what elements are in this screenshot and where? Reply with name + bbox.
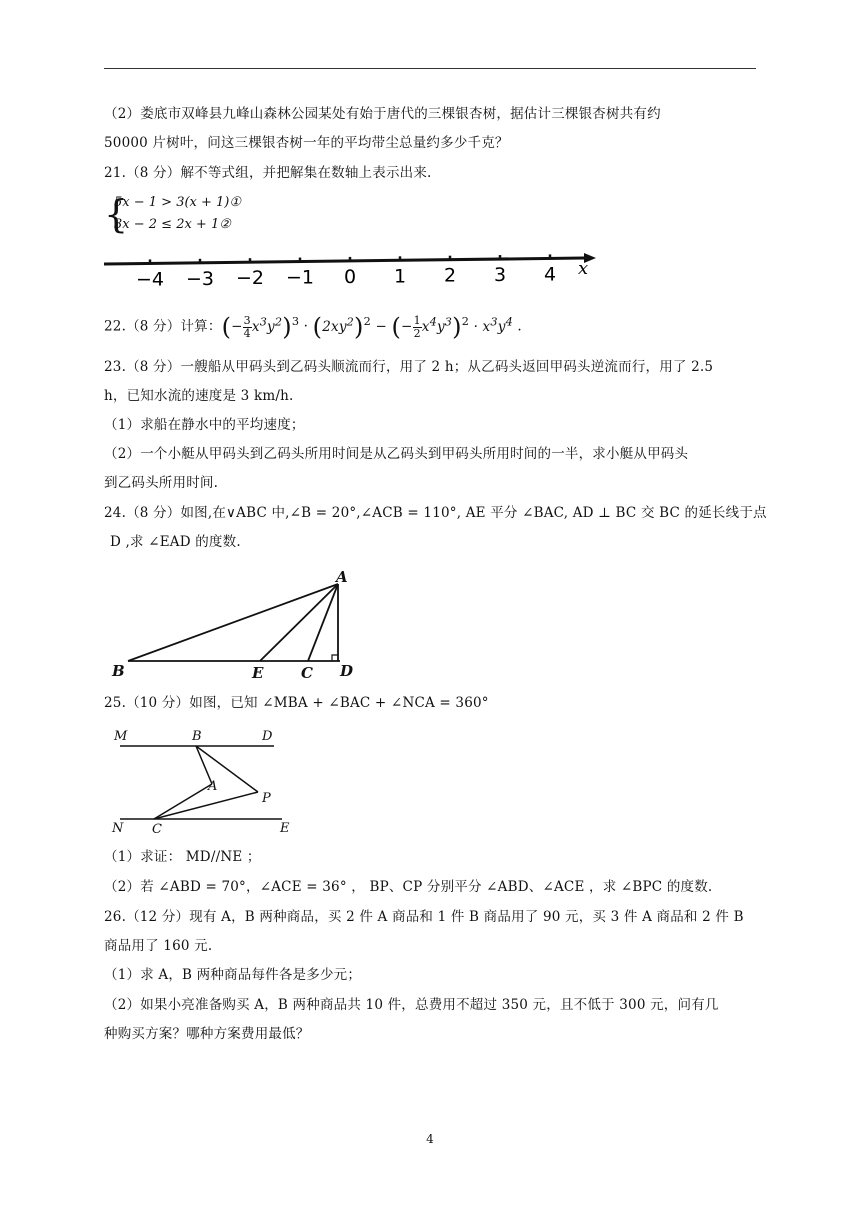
- q22-fraction-1: [243, 315, 252, 340]
- q24-line2: D ,求 ∠EAD 的度数.: [110, 534, 241, 550]
- q26-sub2a: （2）如果小亮准备购买 A，B 两种商品共 10 件，总费用不超过 350 元，且不低于 300 元，问有几: [104, 997, 719, 1013]
- q21-stem: 21.（8 分）解不等式组，并把解集在数轴上表示出来.: [104, 165, 432, 181]
- tick-label: 4: [543, 263, 557, 286]
- label-E: E: [280, 821, 290, 836]
- tick-label: 3: [493, 264, 507, 287]
- q25-stem: 25.（10 分）如图，已知 ∠MBA + ∠BAC + ∠NCA = 360°: [104, 695, 489, 711]
- line-BA: [128, 584, 338, 661]
- q25-sub1: （1）求证： MD//NE ；: [104, 849, 261, 865]
- frac1-numerator: 3: [243, 313, 251, 327]
- label-N: N: [112, 821, 124, 836]
- page-number: 4: [426, 1132, 434, 1146]
- line-EA: [260, 584, 338, 661]
- inequality-2: 3x − 2 ≤ 2x + 1②: [114, 217, 231, 232]
- inequality-system: [104, 192, 241, 236]
- label-C: C: [152, 822, 162, 837]
- number-line-axis: [104, 258, 584, 264]
- q23-line2: h，已知水流的速度是 3 km/h.: [104, 388, 294, 404]
- label-B: B: [192, 729, 202, 744]
- tick-label: −1: [285, 266, 315, 289]
- q22-fraction-2: [413, 315, 422, 340]
- q26-line2: 商品用了 160 元.: [104, 938, 213, 954]
- label-D: D: [262, 729, 273, 744]
- q20-line2: 50000 片树叶，问这三棵银杏树一年的平均带尘总量约多少千克？: [104, 135, 509, 151]
- q22-line: 22.（8 分）计算：(− $\frac{3}{4}$ $x^3y^2)^3 \cdot (2xy^2)^2$ − (− $\frac{1}{2}$ $x^4y^3)^2 \cdot x^3y^4$ .: [104, 313, 522, 341]
- q23-sub2a: （2）一个小艇从甲码头到乙码头所用时间是从乙码头到甲码头所用时间的一半，求小艇从甲码头: [104, 446, 689, 462]
- tick-label: 1: [393, 265, 407, 288]
- label-C: C: [301, 664, 313, 682]
- label-E: E: [252, 664, 264, 682]
- tick-label: −4: [135, 268, 165, 290]
- axis-variable-label: x: [578, 258, 589, 279]
- label-D: D: [340, 662, 354, 680]
- header-rule: [104, 68, 756, 69]
- frac1-denominator: 4: [243, 326, 251, 340]
- frac2-denominator: 2: [413, 326, 421, 340]
- q23-sub1: （1）求船在静水中的平均速度；: [104, 417, 305, 433]
- label-M: M: [114, 729, 128, 744]
- label-B: B: [112, 662, 125, 680]
- tick-label: −3: [185, 267, 215, 290]
- triangle-figure: [104, 566, 364, 682]
- line-CA: [308, 584, 338, 661]
- tick-label: 2: [443, 264, 457, 287]
- inequality-1: 5x − 1 > 3(x + 1)①: [114, 195, 242, 210]
- q25-sub2: （2）若 ∠ABD = 70°，∠ACE = 36° ， BP、CP 分别平分 ∠ABD、∠ACE ，求 ∠BPC 的度数.: [104, 879, 713, 895]
- line-CP: [154, 792, 258, 819]
- q26-sub1: （1）求 A，B 两种商品每件各是多少元；: [104, 967, 362, 983]
- tick-label: −2: [235, 267, 265, 290]
- q20-line1: （2）娄底市双峰县九峰山森林公园某处有始于唐代的三棵银杏树，据估计三棵银杏树共有约: [104, 106, 661, 122]
- q26-line1: 26.（12 分）现有 A，B 两种商品，买 2 件 A 商品和 1 件 B 商品用了 90 元，买 3 件 A 商品和 2 件 B: [104, 909, 744, 925]
- number-line: [104, 250, 604, 290]
- frac2-numerator: 1: [413, 313, 421, 327]
- line-AC: [154, 784, 212, 819]
- q22-prefix: 22.（8 分）计算：: [104, 318, 222, 335]
- q23-line1: 23.（8 分）一艘船从甲码头到乙码头顺流而行，用了 2 h；从乙码头返回甲码头逆流而行，用了 2.5: [104, 359, 714, 375]
- parallel-lines-figure: [108, 722, 308, 838]
- label-A: A: [208, 779, 218, 794]
- label-A: A: [336, 568, 348, 586]
- label-P: P: [262, 791, 271, 806]
- q26-sub2b: 种购买方案？哪种方案费用最低？: [104, 1026, 310, 1042]
- brace-symbol: {: [104, 192, 129, 236]
- tick-label: 0: [343, 265, 357, 288]
- q23-sub2b: 到乙码头所用时间.: [104, 475, 219, 491]
- q24-line1: 24.（8 分）如图,在∨ABC 中,∠B = 20°,∠ACB = 110°, AE 平分 ∠BAC, AD ⊥ BC 交 BC 的延长线于点: [104, 505, 767, 521]
